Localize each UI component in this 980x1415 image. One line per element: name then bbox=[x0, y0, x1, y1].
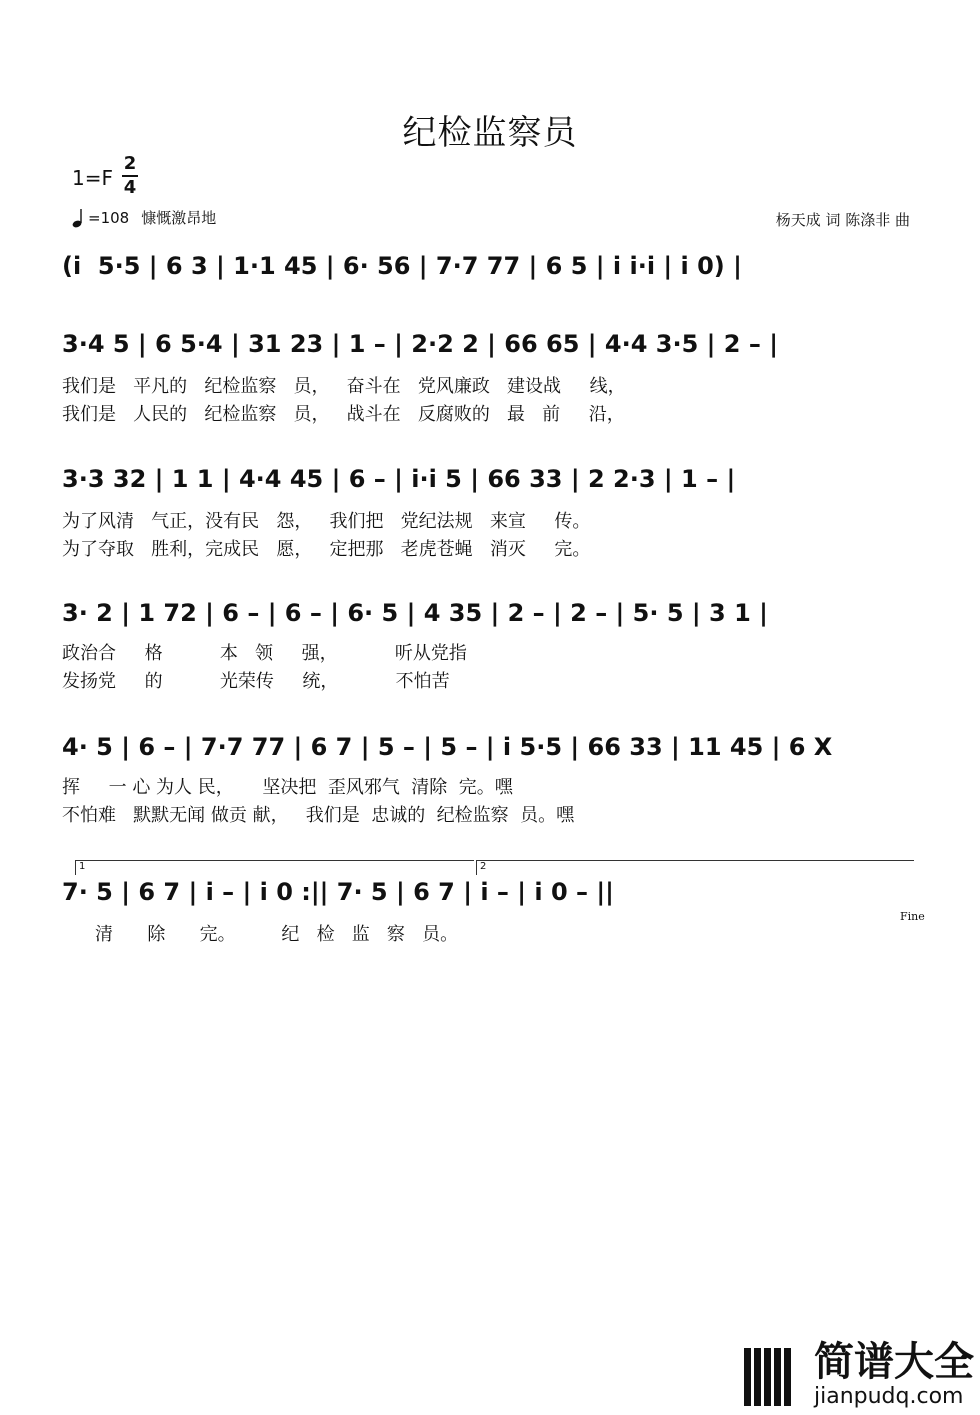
song-title: 纪检监察员 bbox=[402, 113, 578, 153]
volta-number: 2 bbox=[480, 861, 487, 872]
lyric-verse-2: 我们是 人民的 纪检监察 员， 战斗在 反腐败的 最 前 沿， bbox=[62, 404, 625, 425]
credits: 杨天成 词 陈涤非 曲 bbox=[775, 211, 910, 229]
tempo-value: =108 bbox=[88, 208, 130, 227]
time-signature bbox=[122, 154, 138, 198]
watermark-text bbox=[814, 1340, 974, 1409]
time-denominator: 4 bbox=[123, 177, 137, 198]
piano-keys-icon bbox=[744, 1344, 806, 1406]
expression-text: 慷慨激昂地 bbox=[141, 209, 217, 227]
notation-line: 7· 5 | 6 7 | i̇ – | i̇ 0 :|| 7· 5 | 6 7 | i̇ – | i̇ 0 – || bbox=[62, 878, 614, 906]
lyric-verse-1: 政治合 格 本 领 强， 听从党指 bbox=[62, 643, 467, 664]
watermark-name: 简谱大全 bbox=[814, 1339, 974, 1385]
watermark-logo bbox=[744, 1340, 974, 1409]
lyric-verse-1: 我们是 平凡的 纪检监察 员， 奋斗在 党风廉政 建设战 线， bbox=[62, 376, 626, 397]
quarter-note-icon bbox=[72, 208, 84, 228]
lyric-verse-2: 不怕难 默默无闻 做贡 献， 我们是 忠诚的 纪检监察 员。嘿 bbox=[62, 805, 575, 826]
lyric-verse-1: 为了风清 气正，没有民 怨， 我们把 党纪法规 来宣 传。 bbox=[62, 511, 591, 532]
time-numerator: 2 bbox=[123, 153, 137, 174]
fine-marking: Fine bbox=[900, 910, 925, 923]
lyric-verse-1: 清 除 完。 纪 检 监 察 员。 bbox=[95, 924, 459, 945]
notation-line: 3·3 32 | 1 1 | 4·4 45 | 6 – | i̇·i̇ 5 | 66 33 | 2 2·3 | 1 – | bbox=[62, 465, 736, 493]
lyric-verse-1: 挥 一 心 为人 民， 坚决把 歪风邪气 清除 完。嘿 bbox=[62, 777, 513, 798]
notation-line: 3· 2 | 1 72 | 6 – | 6 – | 6· 5 | 4 35 | 2 – | 2 – | 5· 5 | 3 1 | bbox=[62, 599, 768, 627]
notation-line: (i̇ 5·5 | 6 3 | 1·1 45 | 6· 56 | 7·7 77 | 6 5 | i̇ i̇·i̇ | i̇ 0) | bbox=[62, 252, 742, 280]
key-signature: 1=F bbox=[72, 166, 113, 190]
tempo-marking bbox=[72, 207, 216, 228]
lyric-verse-2: 发扬党 的 光荣传 统， 不怕苦 bbox=[62, 671, 450, 692]
lyric-verse-2: 为了夺取 胜利，完成民 愿， 定把那 老虎苍蝇 消灭 完。 bbox=[62, 539, 591, 560]
notation-line: 4· 5 | 6 – | 7·7 77 | 6 7 | 5 – | 5 – | i̇ 5·5 | 66 33 | 11 45 | 6 X bbox=[62, 733, 833, 761]
notation-line: 3·4 5 | 6 5·4 | 31 23 | 1 – | 2·2 2 | 66 65 | 4·4 3·5 | 2 – | bbox=[62, 330, 778, 358]
volta-number: 1 bbox=[79, 861, 86, 872]
watermark-url: jianpudq.com bbox=[814, 1384, 964, 1409]
